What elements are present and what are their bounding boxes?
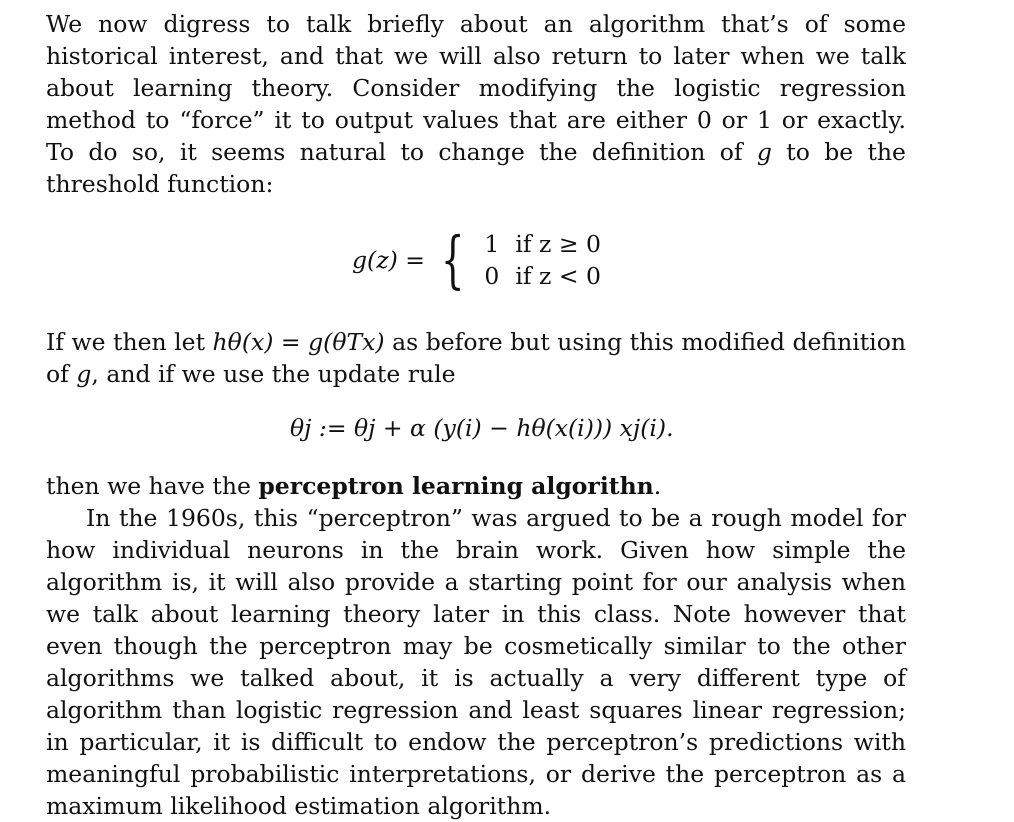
paragraph-perceptron-end: . bbox=[653, 472, 662, 500]
update-rule-block bbox=[46, 390, 906, 470]
paragraph-hypothesis-start: If we then let bbox=[46, 328, 213, 356]
paragraph-history: In the 1960s, this “perceptron” was argued to be a rough model for how individual neurons in the brain work. Given how simple the algorithm is, it will also provide a starting point for our analysis when we talk about learning theory later in this class. Note however that even though the perceptron may be cosmetically similar to the other algorithms we talked about, it is actually a very different type of algorithm than logistic regression and least squares linear regression; in particular, it is difficult to endow the perceptron’s predictions with meaningful probabilistic interpretations, or derive the perceptron as a maximum likelihood estimation algorithm. bbox=[46, 504, 906, 820]
variable-g: g bbox=[756, 138, 772, 166]
left-brace: { bbox=[440, 223, 465, 296]
equation-lhs: g(z) = bbox=[352, 246, 425, 274]
perceptron-term: perceptron learning algorithn bbox=[258, 472, 654, 500]
threshold-equation-block bbox=[46, 200, 906, 326]
paragraph-hypothesis-end: , and if we use the update rule bbox=[91, 360, 456, 388]
paragraph-perceptron bbox=[46, 470, 906, 502]
case-value: 1 bbox=[484, 230, 500, 258]
paragraph-intro-end: to be the threshold function: bbox=[46, 138, 906, 198]
case-condition: if z < 0 bbox=[515, 262, 601, 290]
paragraph-intro-text: We now digress to talk briefly about an algorithm that’s of some historical interest, and that we will also return to later when we talk about learning theory. Consider modifying the logistic regression method to “force” it to output values that are either 0 or 1 or exactly. To do so, it seems natural to change the definition of bbox=[46, 10, 906, 166]
paragraph-perceptron-start: then we have the bbox=[46, 472, 259, 500]
cases-table bbox=[476, 228, 609, 292]
case-row bbox=[476, 228, 609, 260]
paragraph-hypothesis-mid: as before but using this modified definition of bbox=[46, 328, 906, 388]
variable-g: g bbox=[76, 360, 92, 388]
case-row bbox=[476, 260, 609, 292]
update-rule-equation: θj := θj + α (y(i) − hθ(x(i))) xj(i). bbox=[290, 414, 674, 442]
threshold-function-equation bbox=[352, 223, 609, 296]
case-value: 0 bbox=[484, 262, 500, 290]
document-page bbox=[46, 8, 906, 822]
case-condition: if z ≥ 0 bbox=[515, 230, 601, 258]
hypothesis-math: hθ(x) = g(θTx) bbox=[212, 328, 385, 356]
paragraph-intro bbox=[46, 8, 906, 200]
paragraph-hypothesis bbox=[46, 326, 906, 390]
